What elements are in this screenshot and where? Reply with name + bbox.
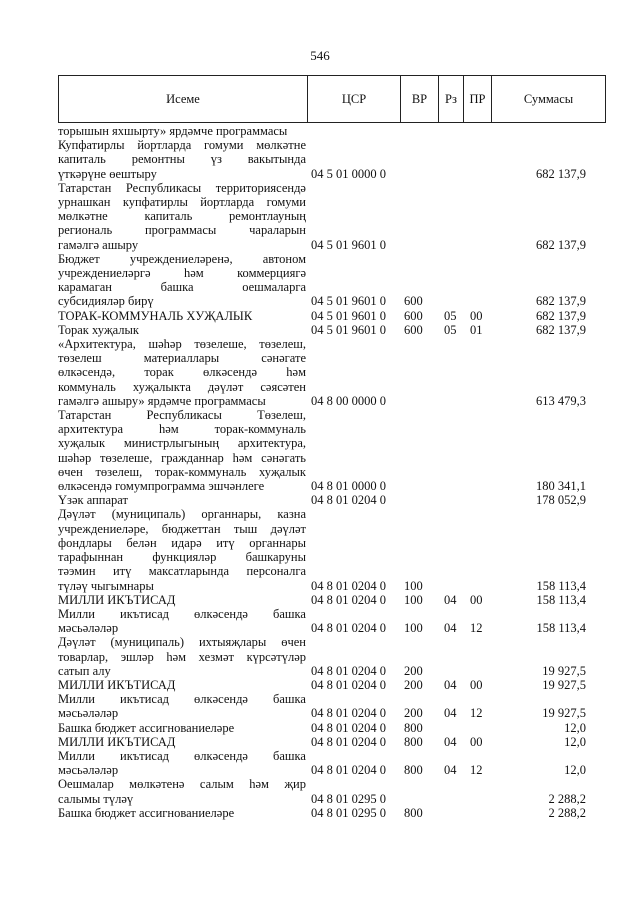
row-name-line: торышын яхшырту» ярдәмче программасы [58,124,288,138]
row-csr: 04 5 01 0000 0 [311,166,386,181]
table-row [58,408,606,493]
row-name [58,607,306,635]
row-rz: 04 [444,621,457,636]
row-name-line: сатып алу [58,663,111,678]
row-name [58,806,306,820]
row-name-line: мәсьәләләр [58,621,119,636]
table-row [58,493,606,507]
row-sum: 682 137,9 [536,237,586,252]
row-name [58,124,306,138]
table-row [58,635,606,678]
row-name-line: МИЛЛИ ИКЪТИСАД [58,734,176,749]
row-name-line: мөлкәтне капиталь ремонтлауның [58,209,306,224]
table-header [58,75,606,123]
row-rz: 04 [444,763,457,778]
table-row [58,323,606,337]
column-header-csr: ЦСР [307,76,400,122]
row-vr: 100 [404,578,423,593]
row-pr: 12 [470,706,483,721]
row-name-line: Бюджет учреждениеләренә, автоном [58,251,306,266]
table-row [58,507,606,592]
row-csr: 04 8 01 0204 0 [311,578,386,593]
row-csr: 04 8 01 0204 0 [311,677,386,692]
row-pr: 01 [470,322,483,337]
table-row [58,678,606,692]
row-csr: 04 5 01 9601 0 [311,237,386,252]
row-sum: 2 288,2 [548,791,586,806]
row-csr: 04 8 01 0204 0 [311,763,386,778]
row-name-line: МИЛЛИ ИКЪТИСАД [58,592,176,607]
row-vr: 800 [404,805,423,820]
row-name-line: товарлар, эшләр һәм хезмәт күрсәтүләр [58,649,306,664]
row-name [58,138,306,181]
table-row [58,721,606,735]
row-name-line: субсидияләр бирү [58,294,154,309]
row-sum: 158 113,4 [536,621,586,636]
row-name-line: МИЛЛИ ИКЪТИСАД [58,677,176,692]
row-vr: 600 [404,322,423,337]
row-name-line: Милли икътисад өлкәсендә башка [58,606,306,621]
table-row [58,337,606,408]
row-pr: 00 [470,308,483,323]
row-vr: 100 [404,621,423,636]
row-sum: 682 137,9 [536,322,586,337]
row-name-line: үткәрүне өештыру [58,166,157,181]
row-name-line: Татарстан Республикасы территориясендә [58,180,306,195]
row-vr: 200 [404,706,423,721]
column-header-vr: ВР [400,76,438,122]
row-pr: 00 [470,677,483,692]
row-vr: 800 [404,734,423,749]
row-name-line: коммуналь хуҗалыкта дәүләт сәясәтен [58,379,306,394]
row-name [58,692,306,720]
row-name-line: гамәлгә ашыру» ярдәмче программасы [58,393,266,408]
row-sum: 682 137,9 [536,294,586,309]
row-csr: 04 8 01 0295 0 [311,805,386,820]
row-csr: 04 8 01 0204 0 [311,621,386,636]
row-csr: 04 8 01 0204 0 [311,663,386,678]
row-sum: 613 479,3 [536,393,586,408]
row-csr: 04 5 01 9601 0 [311,308,386,323]
row-name [58,721,306,735]
row-name-line: мәсьәләләр [58,763,119,778]
row-sum: 158 113,4 [536,592,586,607]
row-rz: 05 [444,322,457,337]
row-sum: 2 288,2 [548,805,586,820]
row-name-line: Милли икътисад өлкәсендә башка [58,692,306,707]
row-csr: 04 8 01 0204 0 [311,734,386,749]
row-sum: 19 927,5 [542,677,586,692]
row-name-line: салымы түләү [58,791,134,806]
table-row [58,735,606,749]
row-name [58,408,306,493]
row-name-line: карамаган башка оешмаларга [58,280,306,295]
column-header-rz: Рз [438,76,463,122]
row-sum: 19 927,5 [542,706,586,721]
row-name [58,735,306,749]
row-name-line: шәһәр төзелеше, гражданнар һәм сәнәгать [58,450,306,465]
row-name-line: хуҗалык министрлыгының архитектура, [58,436,306,451]
row-name-line: өлкәсендә гомумпрограмма эшчәнлеге [58,479,265,494]
column-header-name: Исеме [166,91,200,106]
row-vr: 600 [404,294,423,309]
table-row [58,593,606,607]
row-name-line: тәэмин итү максатларында персоналга [58,564,306,579]
row-name-line: Купфатирлы йортларда гомуми мөлкәтне [58,138,306,153]
row-vr: 800 [404,720,423,735]
row-vr: 200 [404,663,423,678]
table-row [58,309,606,323]
row-name-line: Милли икътисад өлкәсендә башка [58,748,306,763]
row-name-line: түләү чыгымнары [58,578,154,593]
row-name-line: Дәүләт (муниципаль) органнары, казна [58,507,306,522]
row-name [58,678,306,692]
table-row [58,749,606,777]
row-sum: 178 052,9 [536,493,586,508]
row-name-line: Дәүләт (муниципаль) ихтыяҗлары өчен [58,635,306,650]
row-sum: 158 113,4 [536,578,586,593]
row-name-line: учреждениеләргә һәм коммерциягә [58,266,306,281]
table-row [58,777,606,805]
row-name-line: урнашкан купфатирлы йортларда гомуми [58,195,306,210]
row-name-line: Башка бюджет ассигнованиеләре [58,720,235,735]
row-name [58,323,306,337]
row-name-line: Торак хуҗалык [58,322,139,337]
column-header-pr: ПР [463,76,491,122]
row-csr: 04 8 01 0295 0 [311,791,386,806]
row-name [58,493,306,507]
row-name [58,593,306,607]
row-rz: 04 [444,734,457,749]
row-name-line: Үзәк аппарат [58,493,128,508]
table-row [58,181,606,252]
row-csr: 04 8 00 0000 0 [311,393,386,408]
row-name-line: гамәлгә ашыру [58,237,139,252]
row-sum: 12,0 [564,720,586,735]
row-name-line: Татарстан Республикасы Төзелеш, [58,408,306,423]
page-number: 546 [310,48,330,63]
row-name-line: учреждениеләре, бюджеттан тыш дәүләт [58,521,306,536]
row-name [58,777,306,805]
row-rz: 04 [444,706,457,721]
row-name-line: фондлары белән идарә итү органнары [58,535,306,550]
row-pr: 00 [470,592,483,607]
row-vr: 200 [404,677,423,692]
table-row [58,138,606,181]
row-sum: 12,0 [564,734,586,749]
row-csr: 04 8 01 0204 0 [311,592,386,607]
row-name-line: архитектура һәм торак-коммуналь [58,422,306,437]
row-sum: 12,0 [564,763,586,778]
row-name [58,507,306,592]
row-rz: 04 [444,677,457,692]
row-csr: 04 8 01 0000 0 [311,479,386,494]
table-row [58,806,606,820]
table-row [58,252,606,309]
row-sum: 19 927,5 [542,663,586,678]
column-header-sum: Суммасы [491,76,605,122]
row-name-line: региональ программасы чараларын [58,223,306,238]
row-csr: 04 8 01 0204 0 [311,493,386,508]
row-pr: 12 [470,763,483,778]
row-name [58,749,306,777]
row-name-line: мәсьәләләр [58,706,119,721]
row-name-line: капиталь ремонтны үз вакытында [58,152,306,167]
row-name-line: тарафыннан функцияләр башкаруны [58,550,306,565]
table-row [58,124,606,138]
row-name-line: ТОРАК-КОММУНАЛЬ ХУҖАЛЫК [58,308,253,323]
row-name-line: төзелеш материаллары сәнәгате [58,351,306,366]
row-vr: 100 [404,592,423,607]
row-csr: 04 5 01 9601 0 [311,294,386,309]
budget-table-body [58,124,606,820]
row-rz: 05 [444,308,457,323]
row-pr: 12 [470,621,483,636]
row-sum: 682 137,9 [536,308,586,323]
row-name-line: Оешмалар мөлкәтенә салым һәм җир [58,777,306,792]
row-csr: 04 5 01 9601 0 [311,322,386,337]
row-name [58,635,306,678]
table-row [58,607,606,635]
row-name [58,252,306,309]
row-sum: 180 341,1 [536,479,586,494]
row-name-line: өлкәсендә, торак өлкәсендә һәм [58,365,306,380]
row-vr: 800 [404,763,423,778]
row-name [58,337,306,408]
row-name-line: «Архитектура, шәһәр төзелеше, төзелеш, [58,337,306,352]
row-sum: 682 137,9 [536,166,586,181]
row-vr: 600 [404,308,423,323]
row-csr: 04 8 01 0204 0 [311,706,386,721]
row-name [58,309,306,323]
row-csr: 04 8 01 0204 0 [311,720,386,735]
row-pr: 00 [470,734,483,749]
table-row [58,692,606,720]
row-rz: 04 [444,592,457,607]
row-name-line: Башка бюджет ассигнованиеләре [58,805,235,820]
row-name-line: өчен төзелеш, торак-коммуналь хуҗалык [58,464,306,479]
row-name [58,181,306,252]
